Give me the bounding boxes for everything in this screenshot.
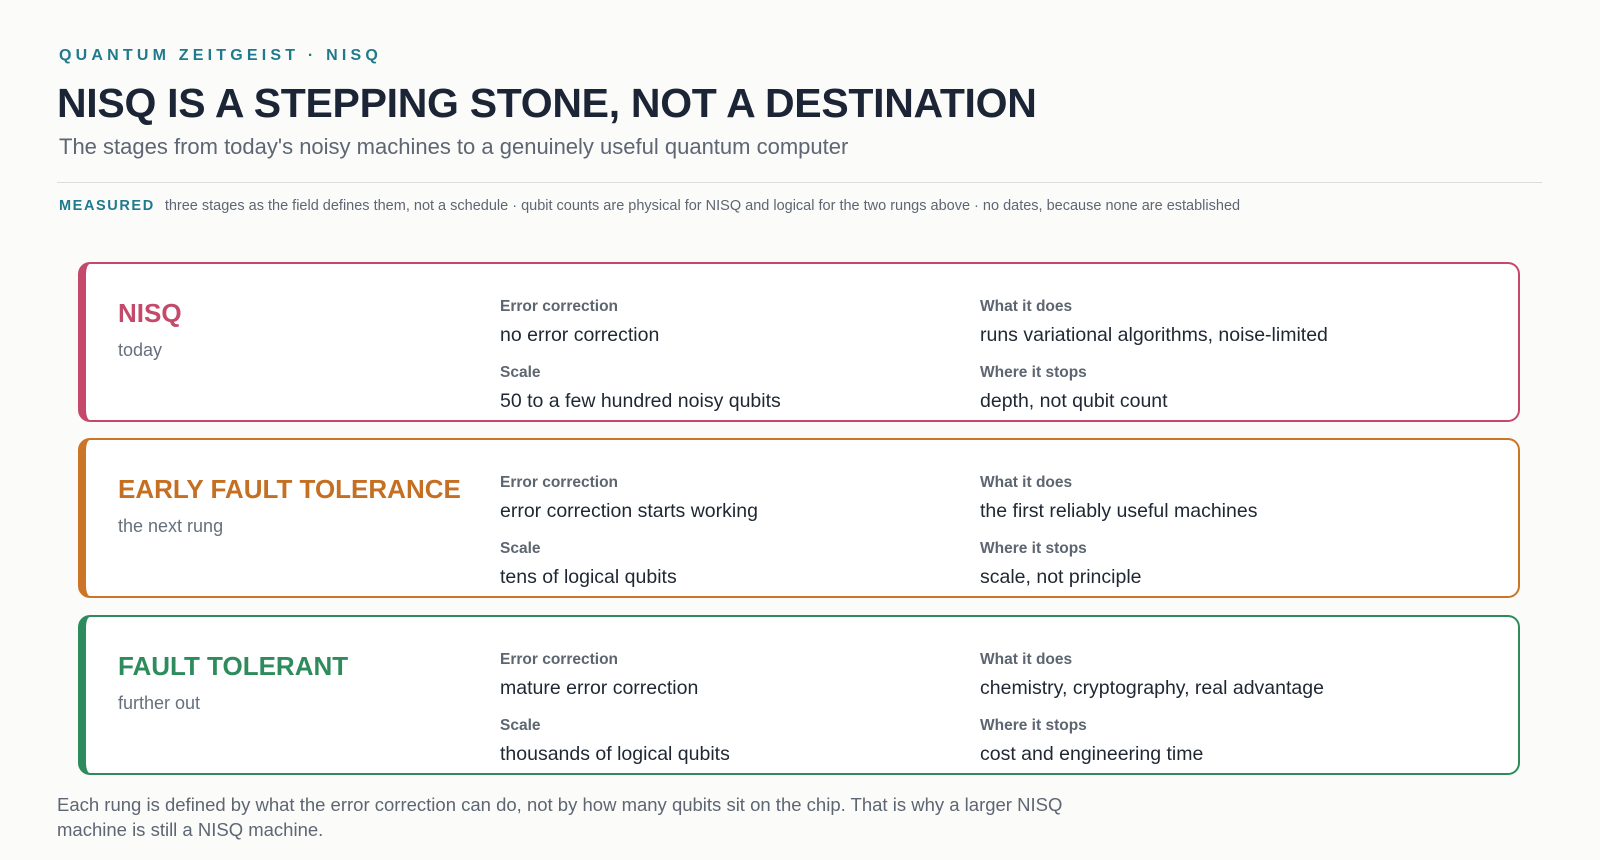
stage-card-early-fault-tolerance: [78, 438, 1520, 598]
measured-tag: MEASURED: [59, 198, 155, 214]
stage-name: NISQ: [118, 298, 182, 328]
field-value: no error correction: [500, 324, 660, 346]
where-it-stops-field: [980, 717, 1203, 766]
stage-card-nisq: [78, 262, 1520, 422]
page-title: NISQ IS A STEPPING STONE, NOT A DESTINATION: [57, 80, 1037, 126]
field-label: What it does: [980, 651, 1073, 668]
error-correction-field: [500, 474, 758, 523]
what-it-does-field: [980, 298, 1328, 347]
field-label: Where it stops: [980, 364, 1087, 381]
stage-timing: further out: [118, 693, 201, 713]
measured-note: [59, 198, 1240, 214]
stage-name: FAULT TOLERANT: [118, 651, 349, 681]
field-label: Where it stops: [980, 540, 1087, 557]
scale-field: [500, 540, 677, 589]
field-label: What it does: [980, 298, 1073, 315]
field-label: Scale: [500, 540, 541, 557]
field-value: thousands of logical qubits: [500, 743, 730, 765]
where-it-stops-field: [980, 540, 1142, 589]
stage-name: EARLY FAULT TOLERANCE: [118, 474, 461, 504]
divider: [57, 182, 1542, 183]
where-it-stops-field: [980, 364, 1168, 413]
field-value: error correction starts working: [500, 500, 758, 522]
scale-field: [500, 717, 730, 766]
field-label: What it does: [980, 474, 1073, 491]
error-correction-field: [500, 651, 698, 700]
field-label: Scale: [500, 364, 541, 381]
field-value: the first reliably useful machines: [980, 500, 1258, 522]
field-label: Error correction: [500, 474, 619, 491]
kicker: QUANTUM ZEITGEIST · NISQ: [59, 47, 383, 64]
stage-card-fault-tolerant: [78, 615, 1520, 775]
measured-text: three stages as the field defines them, not a schedule · qubit counts are physical for NISQ and logical for the two rungs above · no dates, because none are established: [164, 198, 1241, 214]
field-value: runs variational algorithms, noise-limited: [980, 324, 1328, 346]
stage-timing: today: [118, 340, 163, 360]
page-subtitle: The stages from today's noisy machines to a genuinely useful quantum computer: [59, 134, 849, 159]
field-label: Where it stops: [980, 717, 1087, 734]
field-label: Error correction: [500, 651, 619, 668]
field-value: chemistry, cryptography, real advantage: [980, 677, 1324, 699]
field-value: depth, not qubit count: [980, 390, 1168, 412]
field-value: tens of logical qubits: [500, 566, 677, 588]
stage-timing: the next rung: [118, 516, 224, 536]
field-value: cost and engineering time: [980, 743, 1204, 765]
field-label: Scale: [500, 717, 541, 734]
field-value: 50 to a few hundred noisy qubits: [500, 390, 781, 412]
footnote: Each rung is defined by what the error correction can do, not by how many qubits sit on the chip. That is why a larger NISQ machine is still a NISQ machine.: [57, 794, 1063, 840]
error-correction-field: [500, 298, 659, 347]
scale-field: [500, 364, 781, 413]
what-it-does-field: [980, 474, 1257, 523]
field-value: mature error correction: [500, 677, 699, 699]
what-it-does-field: [980, 651, 1324, 700]
field-label: Error correction: [500, 298, 619, 315]
field-value: scale, not principle: [980, 566, 1142, 588]
